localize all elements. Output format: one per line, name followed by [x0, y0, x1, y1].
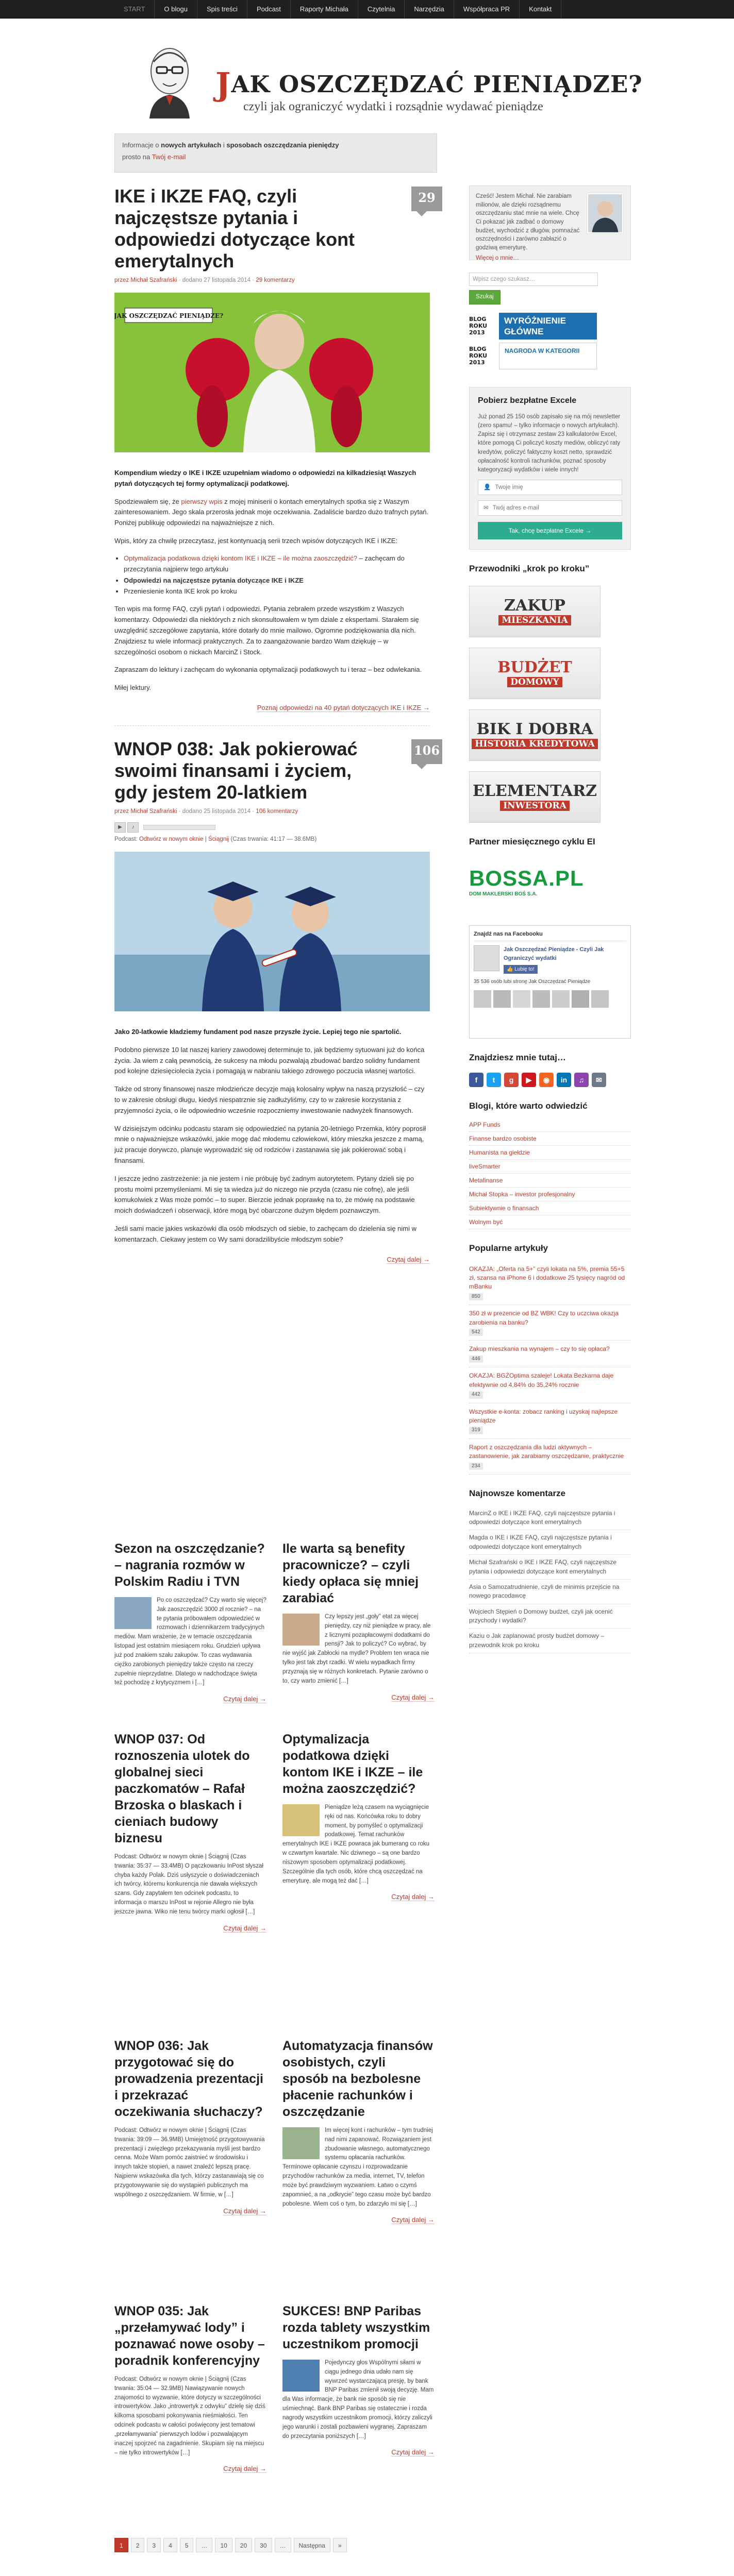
email-icon[interactable]: ✉: [592, 1073, 606, 1087]
author-link[interactable]: Michał Szafrański: [130, 808, 177, 815]
blogroll-item[interactable]: Michał Stopka – investor profesjonalny: [469, 1188, 631, 1201]
grid-post-excerpt: Po co oszczędzać? Czy warto się więcej? Jak zaoszczędzić 3000 zł rocznie? – na te pytania próbowałem odpowiedzieć w rozmowach i dziennikarzem tradycyjnych mediów. Mam wrażenie, że w temacie oszczędzania listopad jest ostatnim miesiącem roku. Grudzień upływa już pod znakiem szału zakupów. To czas wydawania ciężko zarobionych pieniędzy także często na rzeczy zupełnie nieprzydatne. Dlatego w nadchodzące święta też pochodzę z krytycyzmem i […]: [114, 1597, 266, 1686]
facebook-page-name[interactable]: Jak Oszczędzać Pieniądze - Czyli Jak Ograniczyć wydatki: [504, 946, 604, 961]
popular-item[interactable]: OKAZJA: BGŻOptima szaleje! Lokata Bezkarna daje efektywnie od 4,84% do 35,24% rocznie 442: [469, 1367, 631, 1403]
next-page-button[interactable]: Następna: [294, 2538, 330, 2552]
read-more: [114, 1923, 266, 1934]
blogroll-item[interactable]: Finanse bardzo osobiste: [469, 1132, 631, 1146]
about-author-box: [469, 185, 631, 260]
subscribe-button[interactable]: Tak, chcę bezpłatne Excele →: [478, 522, 622, 539]
nav-item-narzedzia[interactable]: Narzędzia: [405, 0, 454, 19]
itunes-icon[interactable]: ♫: [574, 1073, 589, 1087]
read-more-link[interactable]: Czytaj dalej →: [223, 2207, 266, 2215]
sidebar: [469, 185, 631, 1653]
page-10[interactable]: 10: [215, 2538, 232, 2552]
find-me-heading: Znajdziesz mnie tutaj…: [469, 1052, 566, 1062]
read-more-link[interactable]: Poznaj odpowiedzi na 40 pytań dotyczących IKE i IKZE →: [257, 704, 430, 712]
popular-item[interactable]: Zakup mieszkania na wynajem – czy to się opłaca? 446: [469, 1341, 631, 1367]
facebook-like-button[interactable]: 👍 Lubię to!: [504, 965, 538, 974]
grid-post: [114, 2038, 266, 2216]
search-input[interactable]: Wpisz czego szukasz…: [469, 273, 598, 286]
featured-post-wnop-038: [114, 738, 442, 1264]
page-4[interactable]: 4: [163, 2538, 177, 2552]
read-more-link[interactable]: Czytaj dalej →: [223, 2465, 266, 2473]
nav-item-o-blogu[interactable]: O blogu: [155, 0, 197, 19]
recent-comment[interactable]: MarcinZ o IKE i IKZE FAQ, czyli najczęstsze pytania i odpowiedzi dotyczące kont emerytalnych: [469, 1506, 631, 1531]
recent-comment[interactable]: Michał Szafrański o IKE i IKZE FAQ, czyli najczęstsze pytania i odpowiedzi dotyczące kont emerytalnych: [469, 1555, 631, 1580]
email-field[interactable]: ✉ Twój adres e-mail: [478, 500, 622, 516]
volume-icon[interactable]: ♪: [127, 822, 139, 833]
read-more: [282, 2215, 435, 2225]
site-title[interactable]: JAK OSZCZĘDZAĆ PIENIĄDZE?: [215, 65, 643, 103]
read-more-link[interactable]: Czytaj dalej →: [391, 2216, 435, 2224]
grid-post-title[interactable]: WNOP 036: Jak przygotować się do prowadzenia prezentacji i przekrazać oczekiwania słuchaczy?: [114, 2039, 263, 2119]
recent-comments: [469, 1506, 631, 1654]
blogroll-item[interactable]: Humanista na giełdzie: [469, 1146, 631, 1160]
name-field[interactable]: 👤 Twoje imię: [478, 480, 622, 495]
social-icons: [469, 1073, 631, 1087]
guide-banner-elementarz[interactable]: ELEMENTARZ INWESTORA: [469, 771, 600, 823]
author-avatar[interactable]: [587, 193, 623, 233]
recent-comment[interactable]: Magda o IKE i IKZE FAQ, czyli najczęstsze pytania i odpowiedzi dotyczące kont emerytalnych: [469, 1530, 631, 1555]
youtube-icon[interactable]: ▶: [522, 1073, 536, 1087]
first-post-link[interactable]: pierwszy wpis: [181, 497, 223, 505]
twitter-icon[interactable]: t: [487, 1073, 501, 1087]
play-icon[interactable]: ▶: [114, 822, 126, 833]
recent-comment[interactable]: Asia o Samozatrudnienie, czyli de minimis przejście na nowego pracodawcę: [469, 1580, 631, 1604]
post-thumbnail[interactable]: [282, 2127, 320, 2159]
blogroll: [469, 1118, 631, 1229]
grid-post: [282, 1540, 435, 1703]
award-badge[interactable]: BLOG ROKU 2013 NAGRODA W KATEGORII: [469, 343, 631, 369]
post-title[interactable]: IKE i IKZE FAQ, czyli najczęstsze pytania i odpowiedzi dotyczące kont emerytalnych: [114, 185, 355, 272]
grid-post-title[interactable]: Sezon na oszczędzanie? – nagrania rozmów w Polskim Radiu i TVN: [114, 1541, 265, 1589]
comment-count: 319: [469, 1427, 483, 1434]
post-thumbnail[interactable]: [282, 1614, 320, 1646]
blogroll-item[interactable]: APP Funds: [469, 1118, 631, 1132]
page-30[interactable]: 30: [255, 2538, 272, 2552]
grid-post-title[interactable]: Automatyzacja finansów osobistych, czyli sposób na bezbolesne płacenie rachunków i oszczędzanie: [282, 2039, 433, 2119]
series-item: • Odpowiedzi na najczęstsze pytania dotyczące IKE i IKZE: [124, 575, 430, 586]
divider: [114, 725, 430, 726]
popular-heading: Popularne artykuły: [469, 1243, 548, 1253]
comment-count: 850: [469, 1293, 483, 1301]
podcast-progress-bar[interactable]: [143, 825, 215, 830]
user-icon: 👤: [483, 484, 491, 491]
nav-item-kontakt[interactable]: Kontakt: [520, 0, 561, 19]
post-thumbnail[interactable]: [282, 2360, 320, 2392]
site-tagline: czyli jak ograniczyć wydatki i rozsądnie wydawać pieniądze: [243, 100, 543, 113]
grid-post-excerpt: Czy lepszy jest „goły” etat za więcej pieniędzy, czy niż pieniądze w pracy, ale z licznymi pozapłacowymi dodatkami do pensji? Jak to policzyć? Co wybrać, by nie wyjść jak Zabłocki na mydle? Problem ten wraca nie tylko jest tak zbyt rzadki. W wielu wypadkach firmy przyznają się w różnych konkretach. Pytanie zarówno o to, czy warto zmienić […]: [282, 1614, 431, 1684]
popular-item[interactable]: OKAZJA: „Oferta na 5+” czyli lokata na 5%, premia 55+5 zł, szansa na iPhone 6 i dodatkowe 25 tysięcy nagród od mBanku 850: [469, 1261, 631, 1306]
read-more-link[interactable]: Czytaj dalej →: [223, 1695, 266, 1703]
comments-link[interactable]: 106 komentarzy: [256, 808, 298, 815]
popular-item[interactable]: 350 zł w prezencie od BZ WBK! Czy to uczciwa okazja zarobienia na banku? 542: [469, 1305, 631, 1341]
page-ellipsis: …: [196, 2538, 212, 2552]
nav-item-podcast[interactable]: Podcast: [247, 0, 291, 19]
podcast-player: [114, 822, 442, 833]
post-thumbnail[interactable]: [282, 1804, 320, 1836]
linkedin-icon[interactable]: in: [557, 1073, 571, 1087]
blogroll-item[interactable]: liveSmarter: [469, 1160, 631, 1174]
grid-post: [114, 1540, 266, 1704]
read-more: [282, 1692, 435, 1703]
facebook-page-avatar[interactable]: [474, 945, 499, 971]
comments-link[interactable]: 29 komentarzy: [256, 277, 295, 283]
grid-post-title[interactable]: Ile warta są benefity pracownicze? – czyli kiedy opłaca się mniej zarabiać: [282, 1541, 419, 1605]
search-form: [469, 273, 631, 304]
about-text: Cześć! Jestem Michał. Nie zarabiam milionów, ale dzięki rozsądnemu oszczędzaniu stać mnie na wiele. Chcę Ci pokazać jak zadbać o domowy budżet, wychodzić z długów, pomnażać oszczędności i zarówno zabłazić o godziwą emeryturę.: [476, 193, 580, 251]
googleplus-icon[interactable]: g: [504, 1073, 519, 1087]
image-caption: JAK OSZCZĘDZAĆ PIENIĄDZE?: [114, 312, 224, 319]
search-button[interactable]: Szukaj: [469, 290, 501, 304]
nav-item-raporty[interactable]: Raporty Michała: [291, 0, 358, 19]
read-more-link[interactable]: Czytaj dalej →: [391, 2448, 435, 2456]
post-paragraph: I jeszcze jedno zastrzeżenie: ja nie jestem i nie próbuję być żadnym autorytetem. Pytany dzieli się po prostu moimi przemyśleniami. Mi się ta wiedza już do niczego nie przyda (czasu nie cofnę), ale jeśli komukolwiek z Was może pomóc – to super. Bierzcie jednak poprawkę na to, że mówię na podstawie moich doświadczeń i obserwacji, które mogą być obarczone dużym błędem poznawczym.: [114, 1174, 415, 1215]
newsletter-box: [469, 387, 631, 550]
post-image-graduates[interactable]: [114, 852, 430, 1011]
about-more-link[interactable]: Więcej o mnie…: [476, 255, 519, 261]
post-intro: Jako 20-latkowie kładziemy fundament pod nasze przyszłe życie. Lepiej tego nie spartolić.: [114, 1027, 402, 1036]
partner-logo-bossa[interactable]: BOSSA.PL DOM MAKLERSKI BOŚ S.A.: [469, 866, 584, 897]
grid-post-excerpt: Podcast: Odtwórz w nowym oknie | Ściągnij (Czas trwania: 35:37 — 33.4MB) O pączkowaniu InPost słyszał chyba każdy Polak. Dziś usłyszycie o doświadczeniach ich twórcy, któremu konkurencja nie dawała większych szans. Gdy zapytałem ten odcinek podcastu, to informacja o marszu InPost w rejonie Allegro nie była jeszcze jawna. Wiko nie tenu twórcy marki ogłosił […]: [114, 1854, 263, 1915]
grid-post-title[interactable]: Optymalizacja podatkowa dzięki kontom IKE i IKZE – ile można zaoszczędzić?: [282, 1732, 423, 1796]
recent-comment[interactable]: Wojciech Stępień o Domowy budżet, czyli jak ocenić przychody i wydatki?: [469, 1604, 631, 1629]
comment-count: 446: [469, 1355, 483, 1363]
post-paragraph: Zapraszam do lektury i zachęcam do wykonania optymalizacji podatkowych tu i teraz – bez odwlekania.: [114, 666, 422, 674]
grid-post-excerpt: Podcast: Odtwórz w nowym oknie | Ściągnij (Czas trwania: 35:04 — 32.9MB) Nawiązywanie nowych znajomości to wyzwanie, które dotyczy w szczególności introwertyków. Jako „introwertyk z odwyku” dzielę się dziś kilkoma sposobami pokonywania nieśmiałości. Ten odcinek podcastu w całości poświęcony jest tematowi „przełamywania” pierwszych lodów i pozwalającym inaczej spojrzeć na zagadnienie. Skupiam się na miejscu – nie tylko introwertyków […]: [114, 2376, 265, 2456]
award-badge[interactable]: BLOG ROKU 2013 WYRÓŻNIENIE GŁÓWNE: [469, 313, 631, 340]
guide-banner-budzet-domowy[interactable]: BUDŻET DOMOWY: [469, 648, 600, 699]
post-paragraph: Miłej lektury.: [114, 684, 152, 692]
page-3[interactable]: 3: [147, 2538, 161, 2552]
comment-count-badge[interactable]: 106: [411, 739, 442, 764]
blogroll-item[interactable]: Metafinanse: [469, 1174, 631, 1188]
grid-post-excerpt: Im więcej kont i rachunków – tym trudniej nad nimi zapanować. Rozwiązaniem jest zbudowanie własnego, automatycznego systemu opłacania rachunków. Terminowe opłacanie czynszu i rozprowadzanie przychodów rachunków za media, internet, TV, telefon może być prawdziwym wyzwaniem. Łatwo o czymś zapomnieć, a na „odkrycie” tego czasu może być bardzo pobolesne. Wiem coś o tym, bo zdarzyło mi się […]: [282, 2127, 433, 2207]
newsletter-text: Już ponad 25 150 osób zapisało się na mój newsletter (zero spamu! – tylko informacje o nowych artykułach). Zapisz się i otrzymasz zestaw 23 kalkulatorów Excel, które pomogą Ci policzyć koszty mediów, obliczyć raty kredytów, policzyć faktyczny koszt netto, sprawdzić opłacalność kontroli rachunków, poznać sposoby kategoryzacji wydatków i wiele innych!: [478, 413, 621, 473]
nav-item-czytelnia[interactable]: Czytelnia: [358, 0, 405, 19]
author-caricature-logo[interactable]: [139, 41, 200, 118]
page-20[interactable]: 20: [235, 2538, 252, 2552]
grid-post: [282, 1731, 435, 1902]
grid-post: [282, 2303, 435, 2458]
post-paragraph: Wpis, który za chwilę przeczytasz, jest kontynuacją serii trzech wpisów dotyczących IKE i IKZE:: [114, 536, 398, 545]
read-more-link[interactable]: Czytaj dalej →: [391, 1893, 435, 1901]
nav-item-wspolpraca[interactable]: Współpraca PR: [454, 0, 520, 19]
grid-post-title[interactable]: WNOP 037: Od roznoszenia ulotek do globalnej sieci paczkomatów – Rafał Brzoska o blaskach i cieniach budowy biznesu: [114, 1732, 250, 1845]
last-page-button[interactable]: »: [333, 2538, 347, 2552]
main-content: [114, 185, 442, 1265]
top-navigation: [0, 0, 734, 19]
post-paragraph: Spodziewałem się, że pierwszy wpis z mojej miniserii o kontach emerytalnych spotka się z Waszym zainteresowaniem. Jego skala przerosła jednak moje oczekiwania. Zadaliście bardzo dużo trafnych pytań. Poniżej publikuję odpowiedzi na najważniejsze z nich.: [114, 497, 429, 527]
post-image-boxing-grandma[interactable]: [114, 293, 430, 452]
guide-banner-bik[interactable]: BIK I DOBRA HISTORIA KREDYTOWA: [469, 709, 600, 761]
newsletter-title: Pobierz bezpłatne Excele: [478, 396, 577, 405]
recent-comments-heading: Najnowsze komentarze: [469, 1488, 566, 1499]
read-more: [282, 2447, 435, 2458]
post-paragraph: Także od strony finansowej nasze młodzieńcze decyzje mają kolosalny wpływ na naszą przyszłość – czy to w zakresie obsługi długu, kiedyś niespatrznie się zadłużyliśmy, czy to w zakresie korzystania z przyjemności życia, o ile odpowiednio wcześnie rozpoczniemy inwestowanie nadwyżek finansowych.: [114, 1085, 425, 1114]
grid-post: [114, 2303, 266, 2474]
read-more-link[interactable]: Czytaj dalej →: [223, 1924, 266, 1932]
page-5[interactable]: 5: [180, 2538, 194, 2552]
recent-comment[interactable]: Kaziu o Jak zaplanować prosty budżet domowy – przewodnik krok po kroku: [469, 1629, 631, 1653]
comment-count: 442: [469, 1391, 483, 1399]
read-more: [282, 1892, 435, 1902]
download-link[interactable]: Ściągnij: [208, 836, 229, 843]
post-intro: Kompendium wiedzy o IKE i IKZE uzupełniam wiadomo o odpowiedzi na kilkadziesiąt Waszych pytań dotyczących tej formy optymalizacji podatkowej.: [114, 468, 416, 487]
post-paragraph: Jeśli sami macie jakies wskazówki dla osób młodszych od siebie, to zachęcam do dzielenia się nimi w komentarzach. Ciekawy jestem co Wy sami doradzilibyście młodszym sobie?: [114, 1224, 416, 1243]
post-meta: przez Michał Szafrański · dodano 27 listopada 2014 · 29 komentarzy: [114, 277, 295, 283]
read-more: [114, 703, 430, 713]
read-more-link[interactable]: Czytaj dalej →: [387, 1255, 430, 1263]
read-more: [114, 1694, 266, 1704]
facebook-widget: Znajdź nas na Facebooku Jak Oszczędzać Pieniądze - Czyli Jak Ograniczyć wydatki 👍 Lubię to! 35 536 osób lubi stronę Jak Oszczędzać Pieniądze: [469, 925, 631, 1039]
page-2[interactable]: 2: [131, 2538, 145, 2552]
page-ellipsis: …: [275, 2538, 291, 2552]
site-header: [0, 19, 734, 131]
pagination: [114, 2538, 349, 2552]
series-list: [124, 553, 430, 597]
nav-item-spis-tresci[interactable]: Spis treści: [197, 0, 247, 19]
page-1[interactable]: 1: [114, 2538, 128, 2552]
blogroll-item[interactable]: Subiektywnie o finansach: [469, 1201, 631, 1215]
post-paragraph: Ten wpis ma formę FAQ, czyli pytań i odpowiedzi. Pytania zebrałem przede wszystkim z Waszych komentarzy. Odpowiedzi dla niektórych z nich skonsultowałem w tym dziale z ekspertami. Starałem się uwzględnić szczegółowe zapytania, które dotarły do mnie mailowo. Ogromne podziękowania dla nich. Znajdziesz tu wiele informacji praktycznych. Za to zaangażowanie bardzo Wam dziękuję – w szczególności osobom o nickach MarcinZ i Stock.: [114, 605, 419, 656]
grid-post-title[interactable]: WNOP 035: Jak „przełamywać lody” i poznawać nowe osoby – poradnik konferencyjny: [114, 2304, 265, 2368]
newsletter-info-bar: Informacje o nowych artykułach i sposobach oszczędzania pieniędzy prosto na Twój e-mail: [114, 133, 437, 173]
podcast-links: Podcast: Odtwórz w nowym oknie | Ściągnij (Czas trwania: 41:17 — 38.6MB): [114, 836, 317, 843]
read-more: [114, 1255, 430, 1265]
grid-post: [114, 1731, 266, 1934]
grid-post-title[interactable]: SUKCES! BNP Paribas rozda tablety wszystkim uczestnikom promocji: [282, 2304, 430, 2351]
guides-heading: Przewodniki „krok po kroku”: [469, 563, 590, 573]
read-more: [114, 2206, 266, 2216]
post-title[interactable]: WNOP 038: Jak pokierować swoimi finansami i życiem, gdy jestem 20-latkiem: [114, 738, 358, 803]
nav-item-start[interactable]: START: [114, 0, 155, 19]
read-more: [114, 2464, 266, 2474]
grid-post-excerpt: Podcast: Odtwórz w nowym oknie | Ściągnij (Czas trwania: 39:09 — 36.9MB) Umiejętność przygotowywania prezentacji i zwięzłego przekazywania myśli jest bardzo cenna. Może Wam pomóc zaistnieć w środowisku i innych także stopień, a nawet znaleźć lepszą pracę. Najpierw wskazówka dla tych, którzy zastanawiają się co przygotowywanie się do wystąpień publicznych ma wspólnego z oszczędzaniem. W firmie, w […]: [114, 2127, 265, 2198]
post-meta: przez Michał Szafrański · dodano 25 listopada 2014 · 106 komentarzy: [114, 808, 298, 815]
blogs-heading: Blogi, które warto odwiedzić: [469, 1100, 588, 1111]
series-item: • Przeniesienie konta IKE krok po kroku: [124, 586, 430, 597]
post-paragraph: W dzisiejszym odcinku podcastu staram się odpowiedzieć na pytania 20-letniego Przemka, który poprosił mnie o najważniejsze wskazówki, jakie mogę dać młodemu człowiekowi, który mieszka jeszcze z mamą, już pracuje dorywczo, planuje wyprowadzić się od rodziców i zastanawia się jak pokierować sobą i finansami.: [114, 1124, 426, 1164]
popular-item[interactable]: Raport z oszczędzania dla ludzi aktywnych – zastanowienie, jak zarabiamy oszczędzanie, praktycznie 234: [469, 1439, 631, 1475]
grid-post-excerpt: Pieniądze leżą czasem na wyciągnięcie ręki od nas. Końcówka roku to dobry moment, by pomyśleć o optymalizacji podatkowej. Temat rachunków emerytalnych IKE i IKZE powraca jak bumerang co roku w czwartym kwartale. Nic dziwnego – są one bardzo niszowym sposobem optymalizacji podatkowej. Szczególnie dla tych osób, które chcą oszczędzać na emeryturę, ale mogą też dać […]: [282, 1804, 430, 1884]
comment-count: 234: [469, 1463, 483, 1470]
infobar-email-link[interactable]: Twój e-mail: [152, 153, 186, 161]
popular-item[interactable]: Wszystkie e-konta: zobacz ranking i uzyskaj najlepsze pieniądze 319: [469, 1403, 631, 1439]
grid-post-excerpt: Pojedynczy głos Wspólnymi siłami w ciągu jednego dnia udało nam się wywrzeć wystarczającą presję, by bank BNP Paribas zmienił swoją decyzję. Mam dla Was informacje, że bank nie sposób się nie uśmiechnąć. Bank BNP Paribas się ostatecznie i rozda nagrody wszystkim uczestnikom promocji, którzy zaliczyli jego warunki i zostali pozbawieni wygranej. Zapraszam do przeczytania poniższych […]: [282, 2360, 434, 2439]
play-in-new-window-link[interactable]: Odtwórz w nowym oknie: [139, 836, 204, 843]
popular-list: [469, 1261, 631, 1475]
guide-banner-zakup-mieszkania[interactable]: ZAKUP MIESZKANIA: [469, 586, 600, 637]
read-more-link[interactable]: Czytaj dalej →: [391, 1693, 435, 1701]
author-link[interactable]: Michał Szafrański: [130, 277, 177, 283]
comment-count: 542: [469, 1329, 483, 1336]
facebook-faces: [474, 990, 626, 1008]
blogroll-item[interactable]: Wolnym być: [469, 1215, 631, 1229]
facebook-icon[interactable]: f: [469, 1073, 483, 1087]
partner-heading: Partner miesięcznego cyklu EI: [469, 837, 595, 847]
comment-count-badge[interactable]: 29: [411, 187, 442, 211]
series-item[interactable]: • Optymalizacja podatkowa dzięki kontom IKE i IKZE – ile można zaoszczędzić? – zachęcam do przeczytania najpierw tego artykułu: [124, 553, 430, 575]
post-paragraph: Podobno pierwsze 10 lat naszej kariery zawodowej determinuje to, jak będziemy sytuowani już do końca życia. Ja wiem z całą pewnością, że sukcesy na młodu pozwalają zbudować bardzo solidny fundament pod kolejne dziesięciolecia życia i pomagają w nabraniu takiego zdrowego poczucia własnej wartości.: [114, 1045, 425, 1075]
mail-icon: ✉: [483, 505, 489, 512]
rss-icon[interactable]: ◉: [539, 1073, 554, 1087]
featured-post-ike-faq: [114, 185, 442, 713]
post-thumbnail[interactable]: [114, 1597, 152, 1629]
grid-post: [282, 2038, 435, 2225]
